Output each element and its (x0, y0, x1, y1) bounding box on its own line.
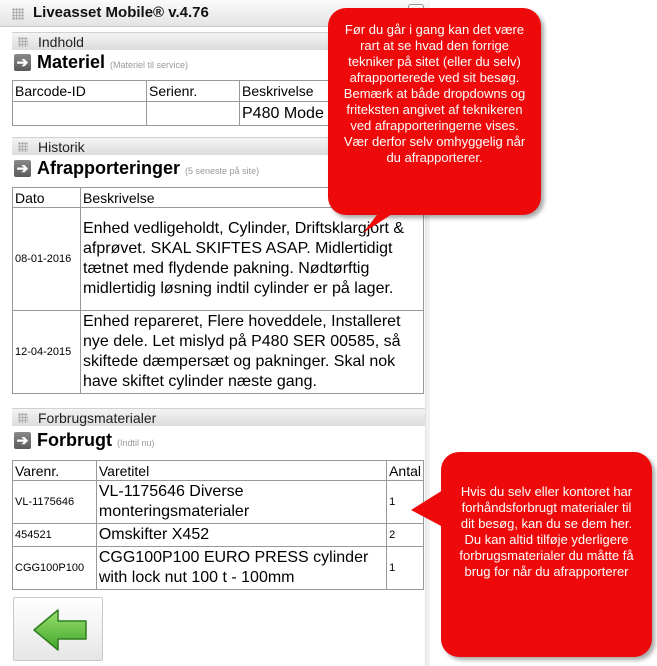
arrow-right-icon: ➔ (14, 160, 31, 177)
arrow-right-icon: ➔ (14, 432, 31, 449)
section-heading: Materiel (37, 52, 106, 72)
cell-item-nr: CGG100P100 (13, 547, 97, 590)
consumables-table (12, 460, 424, 590)
materiel-table (12, 80, 352, 126)
table-row (13, 208, 424, 311)
arrow-left-icon (14, 598, 104, 662)
cell-item-qty: 1 (387, 481, 424, 524)
cell-serial (147, 102, 240, 126)
grip-icon (18, 413, 28, 423)
callout-pointer (328, 8, 329, 9)
cell-item-title: VL-1175646 Diverse monteringsmaterialer (96, 481, 386, 524)
table-row (13, 524, 424, 547)
section-heading: Forbrugt (37, 430, 112, 450)
tooltip-callout-consumables (441, 452, 652, 657)
grip-icon (12, 8, 24, 20)
cell-item-nr: 454521 (13, 524, 97, 547)
back-button[interactable] (13, 597, 103, 661)
section-subtitle: (Indtil nu) (117, 438, 155, 448)
cell-item-qty: 2 (387, 524, 424, 547)
section-subtitle: (5 seneste på site) (185, 166, 260, 176)
section-subtitle: (Materiel til service) (110, 60, 189, 70)
table-row (13, 481, 424, 524)
panel-label: Historik (38, 139, 85, 155)
cell-item-qty: 1 (387, 547, 424, 590)
cell-item-title: Omskifter X452 (96, 524, 386, 547)
tooltip-callout-history (328, 8, 541, 215)
grip-icon (18, 37, 28, 47)
panel-label: Forbrugsmaterialer (38, 410, 157, 426)
app-title: Liveasset Mobile® v.4.76 (33, 4, 209, 21)
cell-item-nr: VL-1175646 (13, 481, 97, 524)
cell-text: Enhed repareret, Flere hoveddele, Installeret nye dele. Let mislyd på P480 SER 00585, så skiftede dæmpersæt og pakninger. Skal nok have skiftet cylinder næste gang. (81, 311, 424, 394)
callout-text: Før du går i gang kan det være rart at se hvad den forrige tekniker på sitet (eller du selv) afrapporterede ved sit besøg. Bemærk at både dropdowns og friteksten angivet af teknikeren ved afrapporteringerne vises. Vær derfor selv omhyggelig når du afrapporterer. (343, 22, 526, 165)
panel-label: Indhold (38, 34, 84, 50)
col-header: Varetitel (96, 461, 386, 481)
panel-header-forbrug[interactable] (12, 408, 425, 426)
section-heading: Afrapporteringer (37, 158, 181, 178)
col-header: Dato (13, 188, 81, 208)
cell-date: 08-01-2016 (13, 208, 81, 311)
col-header: Beskrivelse (81, 188, 424, 208)
col-header: Antal (387, 461, 424, 481)
cell-barcode (13, 102, 147, 126)
callout-text: Hvis du selv eller kontoret har forhåndsforbrugt materialer til dit besøg, kan du se dem her. Du kan altid tilføje yderligere forbrugsmaterialer du måtte få brug for når du afrapporterer (459, 484, 634, 579)
arrow-right-icon: ➔ (14, 54, 31, 71)
cell-description: P480 Mode (240, 102, 352, 126)
table-row (13, 311, 424, 394)
col-header: Varenr. (13, 461, 97, 481)
col-header: Serienr. (147, 81, 240, 102)
cell-item-title: CGG100P100 EURO PRESS cylinder with lock nut 100 t - 100mm (96, 547, 386, 590)
col-header: Barcode-ID (13, 81, 147, 102)
grip-icon (18, 142, 28, 152)
cell-text: Enhed vedligeholdt, Cylinder, Driftsklargjort & afprøvet. SKAL SKIFTES ASAP. Midlertidigt tætnet med flydende pakning. Nødtørftig midlertidig løsning indtil cylinder er på lager. (81, 208, 424, 311)
history-table (12, 187, 424, 394)
callout-pointer (441, 452, 442, 453)
col-header: Beskrivelse (240, 81, 352, 102)
table-row (13, 547, 424, 590)
cell-date: 12-04-2015 (13, 311, 81, 394)
